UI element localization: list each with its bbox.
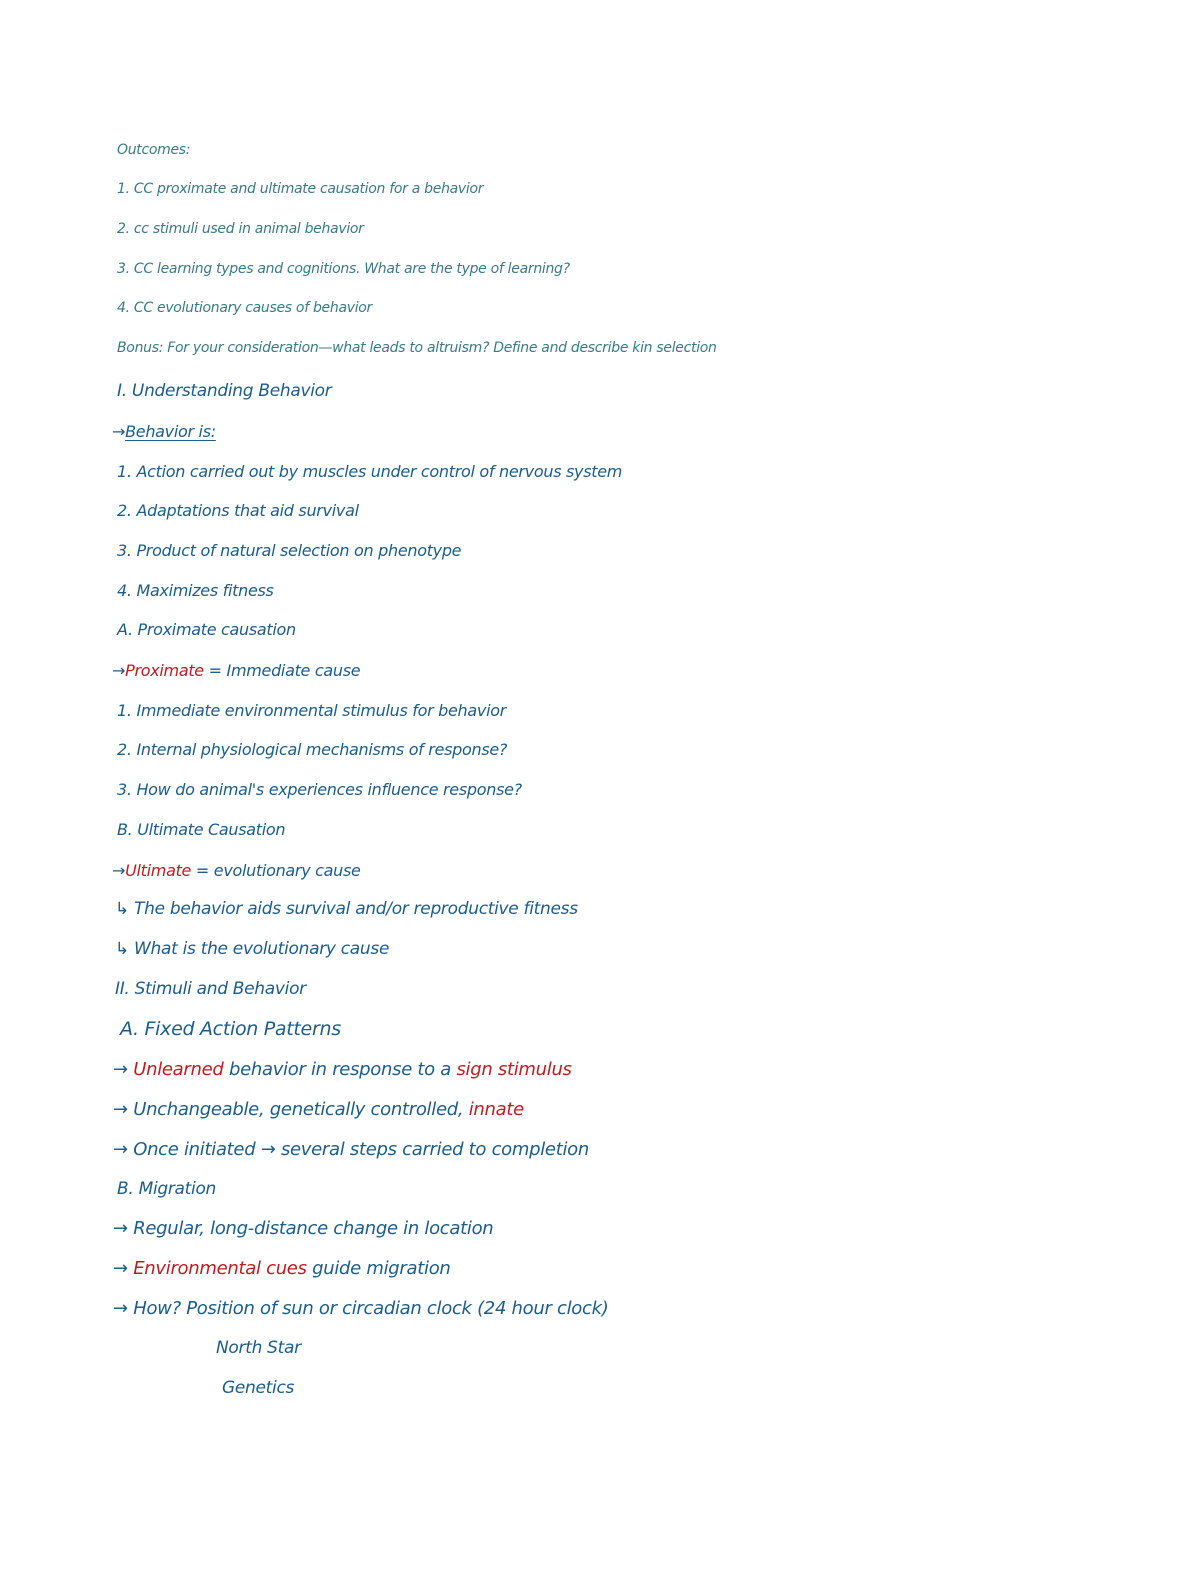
subsection-heading-ultimate: B. Ultimate Causation	[117, 820, 286, 839]
list-item: 3. How do animal's experiences influence response?	[117, 780, 522, 799]
ultimate-term: Ultimate	[125, 861, 192, 880]
proximate-meaning: = Immediate cause	[203, 661, 361, 680]
list-item: 1. Immediate environmental stimulus for behavior	[117, 701, 506, 720]
environmental-cues-term: Environmental cues	[133, 1258, 307, 1279]
migration-line: → Regular, long-distance change in location	[113, 1218, 494, 1239]
proximate-term: Proximate	[125, 661, 204, 680]
outcomes-heading: Outcomes:	[117, 142, 191, 158]
list-item: 1. Action carried out by muscles under control of nervous system	[117, 462, 623, 481]
innate-term: innate	[468, 1099, 524, 1120]
list-item: 2. Internal physiological mechanisms of response?	[117, 740, 508, 759]
bonus-question: Bonus: For your consideration—what leads to altruism? Define and describe kin selection	[117, 340, 717, 356]
behavior-is-heading	[112, 424, 216, 440]
sign-stimulus-term: sign stimulus	[456, 1059, 572, 1080]
migration-sub-item: North Star	[216, 1338, 301, 1358]
outcome-item: 4. CC evolutionary causes of behavior	[117, 300, 373, 316]
ultimate-definition	[112, 863, 361, 879]
migration-sub-item: Genetics	[222, 1378, 295, 1398]
unlearned-term: Unlearned	[133, 1059, 224, 1080]
fixed-action-line: → Once initiated → several steps carried to completion	[113, 1139, 589, 1160]
list-item: 4. Maximizes fitness	[117, 581, 274, 600]
subsection-heading-migration: B. Migration	[117, 1179, 217, 1199]
list-item: 2. Adaptations that aid survival	[117, 501, 359, 520]
list-item: 3. Product of natural selection on phenotype	[117, 541, 462, 560]
outcome-item: 3. CC learning types and cognitions. What are the type of learning?	[117, 261, 570, 277]
ultimate-meaning: = evolutionary cause	[191, 861, 361, 880]
subsection-heading-proximate: A. Proximate causation	[117, 620, 296, 639]
fixed-action-line: → Unchangeable, genetically controlled, innate	[113, 1099, 524, 1120]
arrow: →	[112, 422, 126, 441]
list-item: ↳ What is the evolutionary cause	[115, 939, 390, 959]
section-heading-understanding-behavior: I. Understanding Behavior	[117, 381, 332, 401]
fixed-action-line: → Unlearned behavior in response to a sign stimulus	[113, 1059, 572, 1080]
arrow: →	[113, 1258, 134, 1279]
migration-line: → Environmental cues guide migration	[113, 1258, 451, 1279]
behavior-is-label: Behavior is:	[125, 422, 216, 441]
outcome-item: 2. cc stimuli used in animal behavior	[117, 221, 364, 237]
proximate-definition	[112, 663, 360, 679]
list-item: ↳ The behavior aids survival and/or reproductive fitness	[115, 899, 578, 919]
subsection-heading-fixed-action-patterns: A. Fixed Action Patterns	[120, 1018, 341, 1040]
arrow: →	[112, 861, 126, 880]
arrow: →	[113, 1059, 134, 1080]
arrow: →	[112, 661, 126, 680]
outcome-item: 1. CC proximate and ultimate causation for a behavior	[117, 181, 484, 197]
section-heading-stimuli-behavior: II. Stimuli and Behavior	[115, 979, 306, 999]
migration-line: → How? Position of sun or circadian clock (24 hour clock)	[113, 1298, 609, 1319]
